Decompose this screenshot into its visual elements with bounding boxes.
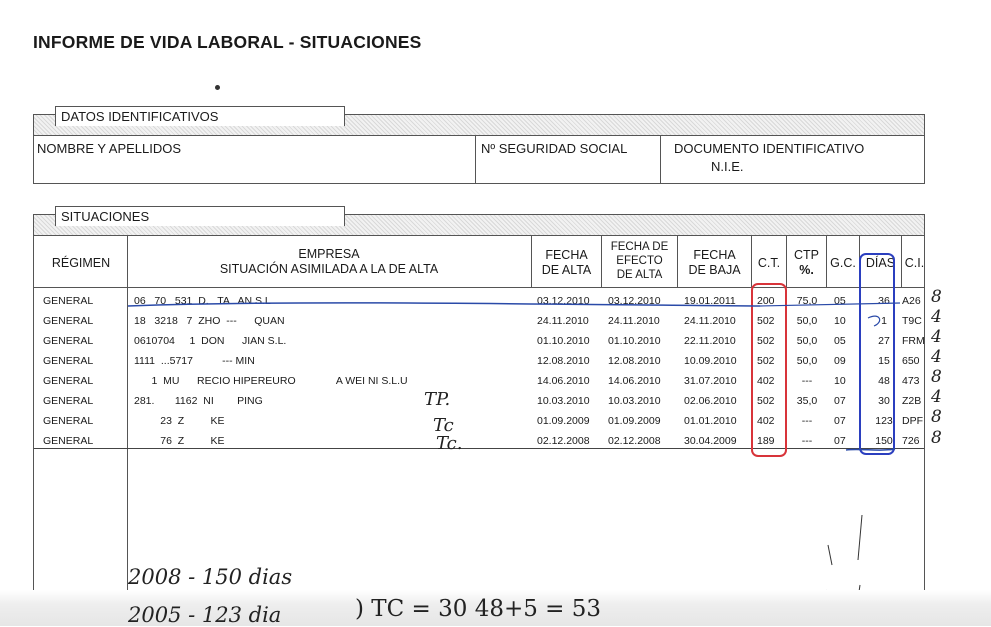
cell-alta: 24.11.2010 [537,315,589,327]
cell-empresa: 76 Z KE [134,435,225,447]
cell-efecto: 24.11.2010 [608,315,660,327]
cell-efecto: 10.03.2010 [608,395,661,407]
margin-note-4: 4 [931,347,942,367]
cell-gc: 09 [834,355,846,367]
cell-empresa: 1111 ...5717 --- MIN [134,355,255,367]
note-line-2005: 2005 - 123 dia [128,603,282,627]
cell-empresa: 281. 1162 NI PING [134,395,263,407]
cell-regimen: GENERAL [43,355,94,367]
header-ctp-2: %. [799,263,814,277]
header-dias: DÍAS [865,256,896,270]
cell-empresa: 23 Z KE [134,415,225,427]
table-row [34,411,924,431]
cell-empresa: 06 70 531 D. TA AN S.L [134,295,271,307]
cell-alta: 02.12.2008 [537,435,590,447]
report-title: INFORME DE VIDA LABORAL - SITUACIONES [33,32,422,52]
cell-dias: 30 [878,395,890,407]
cell-alta: 01.09.2009 [537,415,590,427]
cell-empresa: 1 MU RECIO HIPEREURO A WEI NI S.L.U [134,375,408,387]
last-row-underline [34,448,924,449]
nombre-label: NOMBRE Y APELLIDOS [37,141,182,156]
note-line-2008: 2008 - 150 dias [128,565,293,589]
cell-ctp: 50,0 [796,355,818,367]
margin-note-2: 4 [931,307,942,327]
cell-ctp: 75,0 [796,295,818,307]
cell-ci: 650 [902,355,920,367]
cell-gc: 07 [834,395,846,407]
header-empresa: EMPRESA [298,247,360,261]
cell-gc: 07 [834,435,846,447]
cell-alta: 14.06.2010 [537,375,590,387]
cell-ct: 402 [757,415,775,427]
cell-ct: 502 [757,395,775,407]
cell-dias: 1 [881,315,887,327]
cell-ctp: --- [801,375,813,387]
cell-dias: 27 [878,335,890,347]
cell-ct: 502 [757,355,775,367]
header-efecto-3: DE ALTA [616,269,663,281]
note-tc-2: Tc. [436,433,463,454]
cell-baja: 31.07.2010 [684,375,737,387]
cell-baja: 22.11.2010 [684,335,736,347]
table-row [34,331,924,351]
note-tc-1: Tc [433,415,454,436]
header-ctp-1: CTP [794,248,819,262]
cell-efecto: 02.12.2008 [608,435,661,447]
cell-regimen: GENERAL [43,335,94,347]
cell-ctp: 50,0 [796,335,818,347]
header-regimen: RÉGIMEN [51,256,111,270]
situaciones-tab: SITUACIONES [55,206,345,226]
header-gc: G.C. [830,256,856,270]
cell-empresa: 18 3218 7 ZHO --- QUAN [134,315,285,327]
documento-value: N.I.E. [711,159,744,174]
cell-baja: 24.11.2010 [684,315,736,327]
cell-efecto: 01.09.2009 [608,415,661,427]
cell-ci: Z2B [902,395,922,407]
cell-efecto: 12.08.2010 [608,355,661,367]
cell-empresa: 0610704 1 DON JIAN S.L. [134,335,287,347]
cell-ci: 473 [902,375,920,387]
cell-regimen: GENERAL [43,395,94,407]
table-row [34,391,924,411]
header-ct: C.T. [757,256,781,270]
header-efecto-1: FECHA DE [610,241,669,253]
cell-ct: 200 [757,295,775,307]
cell-ct: 502 [757,335,775,347]
cell-dias: 48 [878,375,890,387]
cell-gc: 10 [834,315,846,327]
cell-baja: 02.06.2010 [684,395,737,407]
situaciones-panel [33,214,925,614]
cell-ci: A26 [902,295,921,307]
cell-ci: 726 [902,435,920,447]
cell-regimen: GENERAL [43,375,94,387]
table-row [34,351,924,371]
header-fecha-alta-1: FECHA [545,248,588,262]
cell-dias: 15 [878,355,890,367]
cell-ct: 189 [757,435,775,447]
cell-alta: 10.03.2010 [537,395,590,407]
cell-ct: 502 [757,315,775,327]
cell-gc: 10 [834,375,846,387]
scan-speck [215,85,220,90]
cell-ctp: 50,0 [796,315,818,327]
cell-dias: 36 [878,295,890,307]
cell-gc: 07 [834,415,846,427]
cell-efecto: 01.10.2010 [608,335,661,347]
table-row [34,311,924,331]
cell-baja: 10.09.2010 [684,355,737,367]
documento-label: DOCUMENTO IDENTIFICATIVO [674,141,865,156]
header-baja-2: DE BAJA [688,263,741,277]
cell-regimen: GENERAL [43,435,94,447]
cell-alta: 03.12.2010 [537,295,590,307]
note-line-tc-sum: ) TC = 30 48+5 = 53 [355,596,602,622]
header-efecto-2: EFECTO [616,255,663,267]
cell-ci: DPF [902,415,923,427]
margin-note-7: 8 [931,407,942,427]
cell-baja: 01.01.2010 [684,415,737,427]
table-row [34,291,924,311]
margin-note-5: 8 [931,367,942,387]
cell-regimen: GENERAL [43,415,94,427]
cell-ctp: --- [801,415,813,427]
cell-ci: T9C [902,315,922,327]
cell-alta: 01.10.2010 [537,335,590,347]
note-tp: TP. [424,389,451,410]
margin-note-1: 8 [931,287,942,307]
cell-efecto: 03.12.2010 [608,295,661,307]
cell-ctp: 35,0 [796,395,818,407]
cell-baja: 19.01.2011 [684,295,736,307]
cell-dias: 150 [875,435,893,447]
margin-note-8: 8 [931,428,942,448]
header-baja-1: FECHA [693,248,736,262]
cell-regimen: GENERAL [43,295,94,307]
cell-gc: 05 [834,295,846,307]
margin-note-6: 4 [931,387,942,407]
nss-label: Nº SEGURIDAD SOCIAL [481,141,628,156]
margin-note-3: 4 [931,327,942,347]
header-fecha-alta-2: DE ALTA [541,263,592,277]
table-row [34,371,924,391]
cell-ct: 402 [757,375,775,387]
cell-dias: 123 [875,415,893,427]
cell-regimen: GENERAL [43,315,94,327]
cell-baja: 30.04.2009 [684,435,737,447]
header-situacion: SITUACIÓN ASIMILADA A LA DE ALTA [219,262,439,276]
cell-ctp: --- [801,435,813,447]
cell-gc: 05 [834,335,846,347]
datos-tab: DATOS IDENTIFICATIVOS [55,106,345,126]
cell-alta: 12.08.2010 [537,355,590,367]
header-ci: C.I. [904,256,925,270]
cell-efecto: 14.06.2010 [608,375,661,387]
cell-ci: FRM [902,335,925,347]
